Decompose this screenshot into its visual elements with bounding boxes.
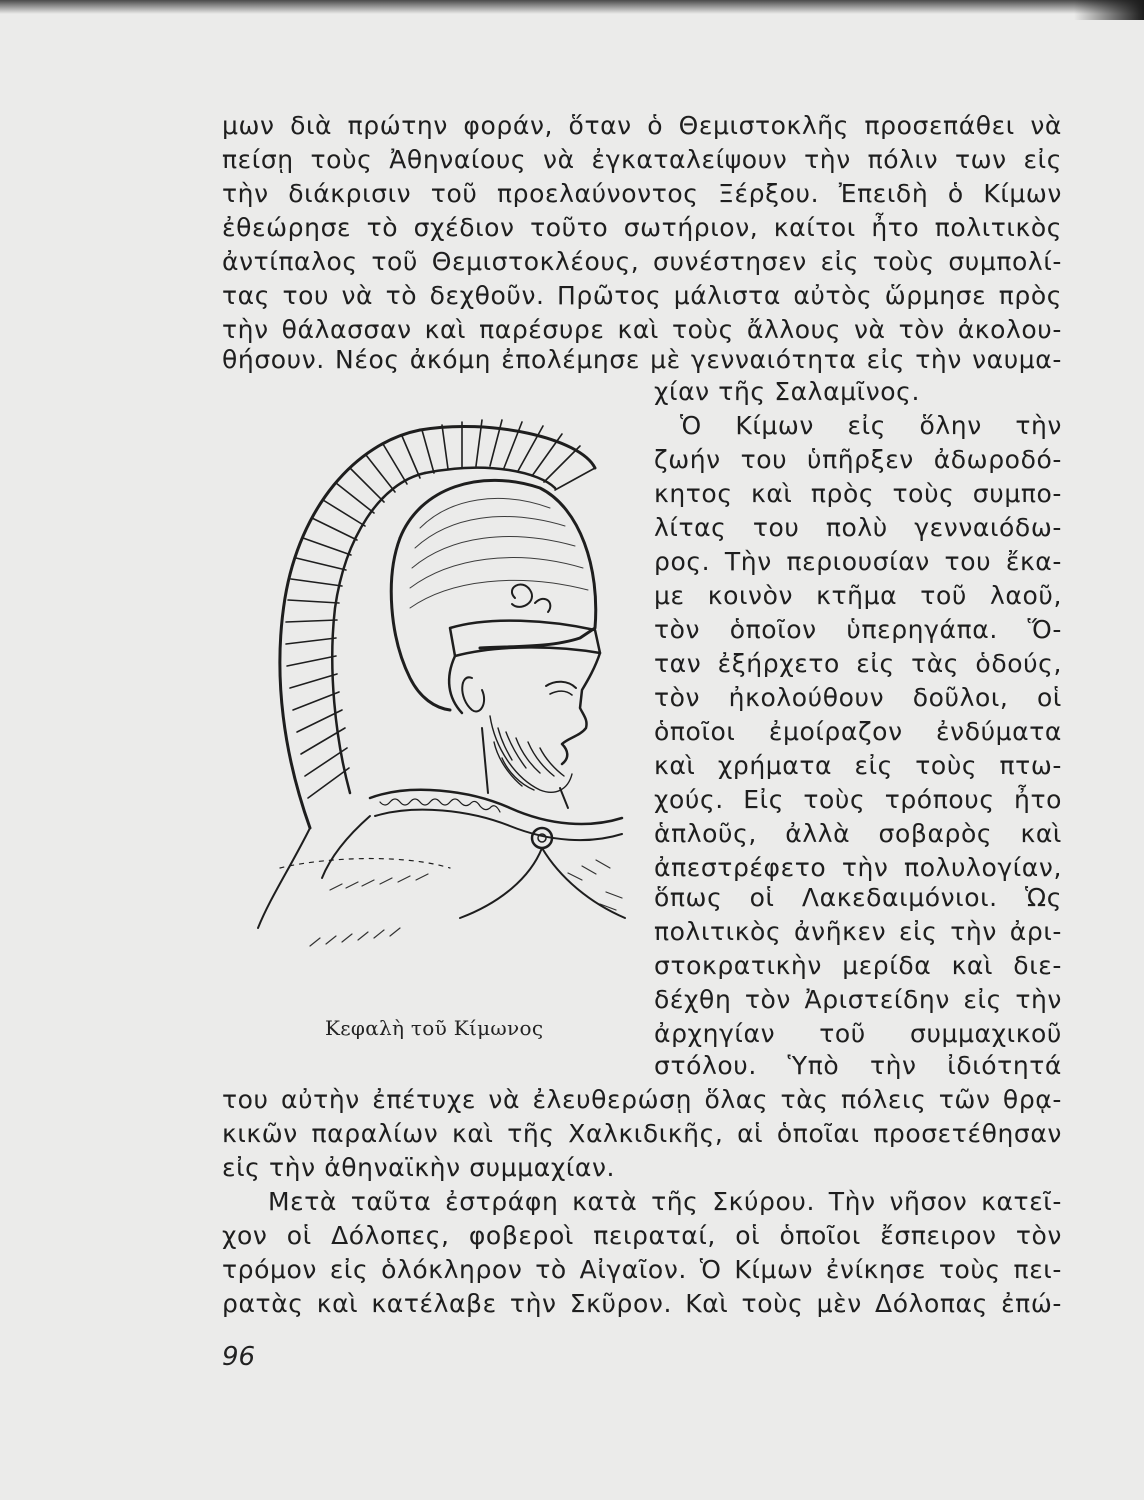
text-line: ἀπεστρέφετο τὴν πολυλογίαν, — [654, 853, 1062, 882]
text-line: μων διὰ πρώτην φοράν, ὅταν ὁ Θεμιστοκλῆς προσεπάθει νὰ — [222, 111, 1062, 140]
text-line: πείσῃ τοὺς Ἀθηναίους νὰ ἐγκαταλείψουν τὴν πόλιν των εἰς — [222, 145, 1062, 174]
text-line: πολιτικὸς ἀνῆκεν εἰς τὴν ἀρι- — [654, 917, 1062, 946]
text-line: λίτας του πολὺ γενναιόδω- — [654, 513, 1062, 542]
text-line: ὁποῖοι ἐμοίραζον ἐνδύματα — [654, 717, 1062, 746]
text-line: τρόμον εἰς ὁλόκληρον τὸ Αἰγαῖον. Ὁ Κίμων ἐνίκησε τοὺς πει- — [222, 1255, 1062, 1284]
text-line: ρατὰς καὶ κατέλαβε τὴν Σκῦρον. Καὶ τοὺς μὲν Δόλοπας ἐπώ- — [222, 1289, 1062, 1318]
paragraph-first-line: Μετὰ ταῦτα ἐστράφη κατὰ τῆς Σκύρου. Τὴν νῆσον κατεῖ- — [268, 1187, 1062, 1216]
text-line: ἁπλοῦς, ἀλλὰ σοβαρὸς καὶ — [654, 819, 1062, 848]
text-line: τὸν ἠκολούθουν δοῦλοι, οἱ — [654, 683, 1062, 712]
text-line: ζωήν του ὑπῆρξεν ἀδωροδό- — [654, 445, 1062, 474]
text-line: χον οἱ Δόλοπες, φοβεροὶ πειραταί, οἱ ὁποῖοι ἔσπειρον τὸν — [222, 1221, 1062, 1250]
text-line: ἀντίπαλος τοῦ Θεμιστοκλέους, συνέστησεν εἰς τοὺς συμπολί- — [222, 247, 1062, 276]
text-line: ρος. Τὴν περιουσίαν του ἔκα- — [654, 547, 1062, 576]
page-number: 96 — [222, 1342, 256, 1372]
text-line: κικῶν παραλίων καὶ τῆς Χαλκιδικῆς, αἱ ὁποῖαι προσετέθησαν — [222, 1119, 1062, 1148]
text-line: καὶ χρήματα εἰς τοὺς πτω- — [654, 751, 1062, 780]
paragraph-first-line: Ὁ Κίμων εἰς ὅλην τὴν — [680, 411, 1062, 440]
text-line: χίαν τῆς Σαλαμῖνος. — [654, 377, 921, 406]
text-line: στόλου. Ὑπὸ τὴν ἰδιότητά — [654, 1051, 1062, 1080]
text-line: ταν ἐξήρχετο εἰς τὰς ὁδούς, — [654, 649, 1062, 678]
text-line: στοκρατικὴν μερίδα καὶ διε- — [654, 951, 1062, 980]
text-line: κητος καὶ πρὸς τοὺς συμπο- — [654, 479, 1062, 508]
text-line: χούς. Εἰς τοὺς τρόπους ἦτο — [654, 785, 1062, 814]
page-top-shadow — [0, 0, 1144, 14]
kimon-helmet-illustration — [250, 398, 640, 978]
text-line: τας του νὰ τὸ δεχθοῦν. Πρῶτος μάλιστα αὐτὸς ὥρμησε πρὸς — [222, 281, 1062, 310]
text-line: εἰς τὴν ἀθηναϊκὴν συμμαχίαν. — [222, 1153, 616, 1182]
text-line: του αὐτὴν ἐπέτυχε νὰ ἐλευθερώσῃ ὅλας τὰς πόλεις τῶν θρᾳ- — [222, 1085, 1062, 1114]
text-line: ὅπως οἱ Λακεδαιμόνιοι. Ὡς — [654, 883, 1062, 912]
illustration-caption: Κεφαλὴ τοῦ Κίμωνος — [325, 1016, 544, 1040]
page-corner-shadow — [1074, 0, 1144, 20]
text-line: τὸν ὁποῖον ὑπερηγάπα. Ὅ- — [654, 615, 1062, 644]
text-line: τὴν διάκρισιν τοῦ προελαύνοντος Ξέρξου. Ἐπειδὴ ὁ Κίμων — [222, 179, 1062, 208]
text-line: ἐθεώρησε τὸ σχέδιον τοῦτο σωτήριον, καίτοι ἦτο πολιτικὸς — [222, 213, 1062, 242]
text-line: θήσουν. Νέος ἀκόμη ἐπολέμησε μὲ γενναιότητα εἰς τὴν ναυμα- — [222, 345, 1062, 374]
text-line: τὴν θάλασσαν καὶ παρέσυρε καὶ τοὺς ἄλλους νὰ τὸν ἀκολου- — [222, 315, 1062, 344]
text-line: ἀρχηγίαν τοῦ συμμαχικοῦ — [654, 1019, 1062, 1048]
text-line: με κοινὸν κτῆμα τοῦ λαοῦ, — [654, 581, 1062, 610]
text-line: δέχθη τὸν Ἀριστείδην εἰς τὴν — [654, 985, 1062, 1014]
